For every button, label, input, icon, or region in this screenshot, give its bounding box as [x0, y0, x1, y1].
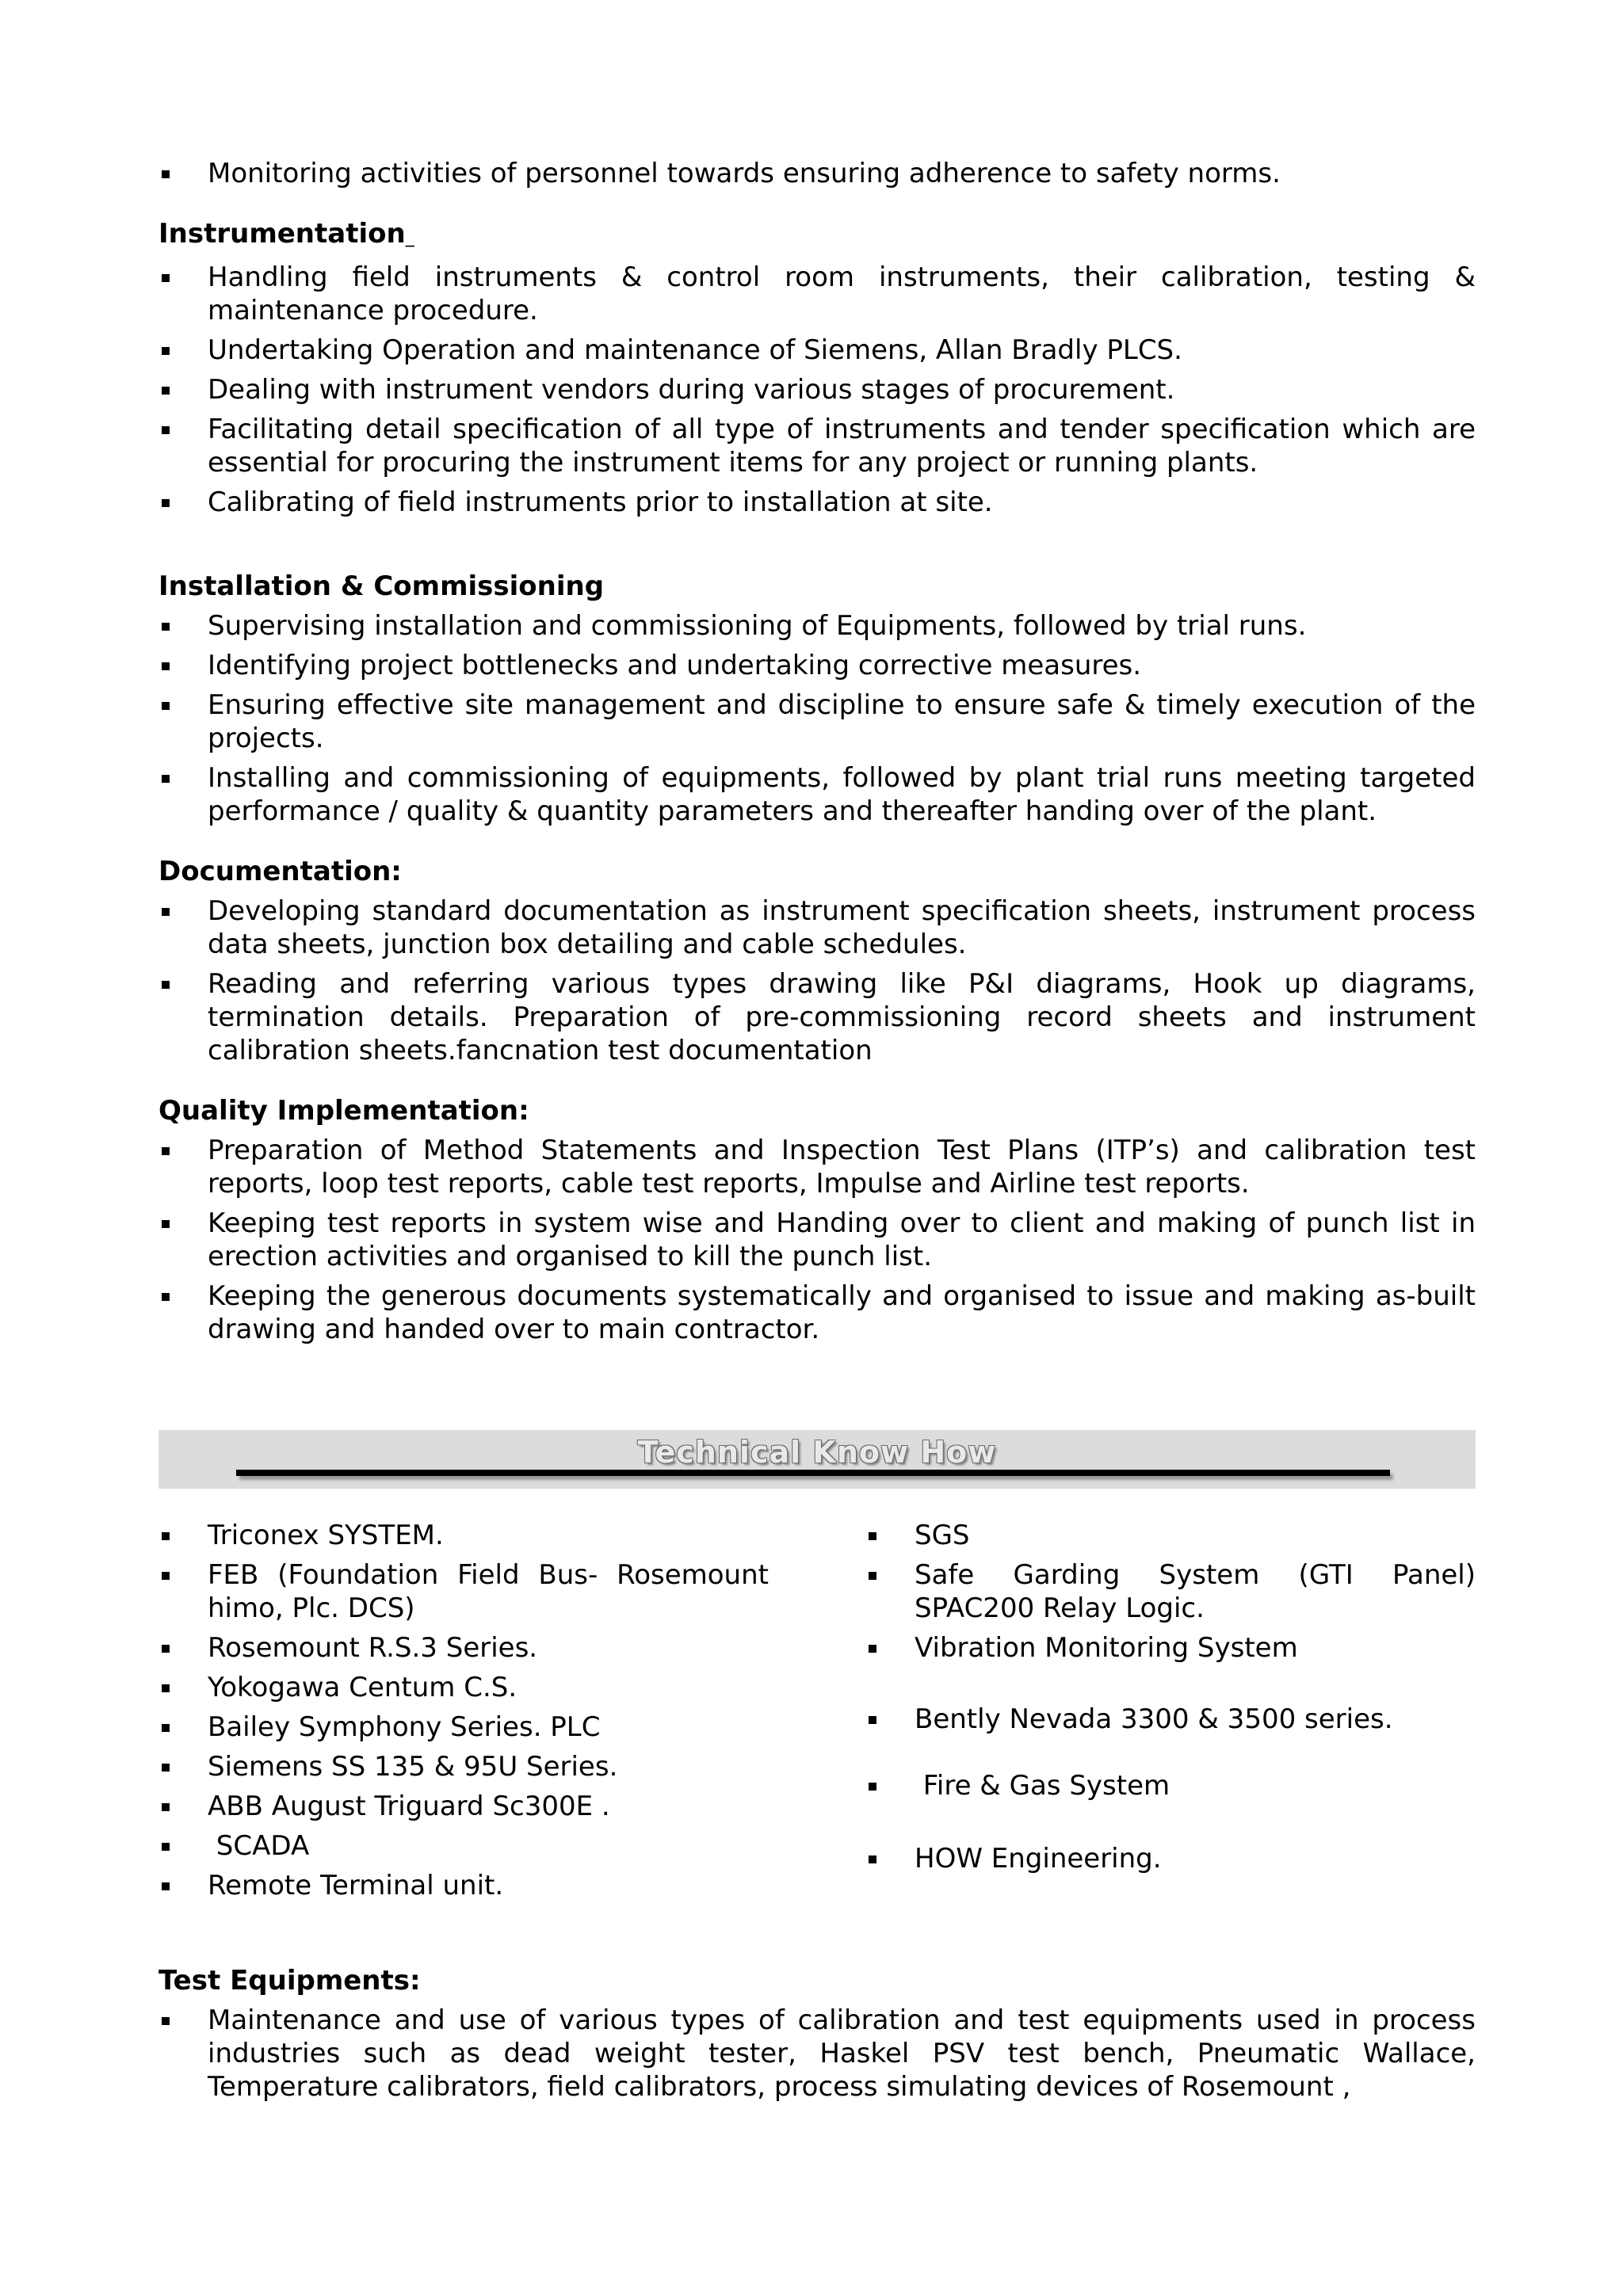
resume-page [158, 157, 1476, 2110]
intro-list [158, 157, 1476, 190]
list-item: Monitoring activities of personnel towards ensuring adherence to safety norms. [158, 157, 1476, 190]
list-item: Supervising installation and commissioning of Equipments, followed by trial runs. [158, 609, 1476, 643]
quality-section [158, 1094, 1476, 1346]
documentation-section [158, 855, 1476, 1067]
instrumentation-section [158, 217, 1476, 519]
list-item: Installing and commissioning of equipments, followed by plant trial runs meeting targeted performance / quality & quantity parameters and thereafter handing over of the plant. [158, 761, 1476, 828]
list-item: Bently Nevada 3300 & 3500 series. [865, 1703, 1476, 1736]
documentation-list [158, 894, 1476, 1067]
list-item: Calibrating of field instruments prior to installation at site. [158, 486, 1476, 519]
installation-heading: Installation & Commissioning [158, 570, 605, 602]
list-item: Safe Garding System (GTI Panel) SPAC200 Relay Logic. [865, 1558, 1476, 1625]
list-item: Yokogawa Centum C.S. [158, 1671, 769, 1704]
quality-heading: Quality Implementation: [158, 1095, 529, 1127]
list-item: Undertaking Operation and maintenance of Siemens, Allan Bradly PLCS. [158, 334, 1476, 367]
installation-section [158, 570, 1476, 828]
test-equipments-heading: Test Equipments: [158, 1965, 421, 1997]
list-item: Triconex SYSTEM. [158, 1519, 769, 1552]
list-item: HOW Engineering. [865, 1842, 1476, 1875]
list-item: Fire & Gas System [865, 1769, 1476, 1802]
list-item: Handling field instruments & control room instruments, their calibration, testing & maintenance procedure. [158, 261, 1476, 327]
technical-columns [158, 1519, 1476, 1931]
list-item: Keeping the generous documents systematically and organised to issue and making as-built drawing and handed over to main contractor. [158, 1280, 1476, 1346]
list-item: Dealing with instrument vendors during various stages of procurement. [158, 373, 1476, 406]
list-item: Maintenance and use of various types of calibration and test equipments used in process industries such as dead weight tester, Haskel PSV test bench, Pneumatic Wallace, Temperature calibrators, field calibrators, process simulating devices of Rosemount , [158, 2004, 1476, 2103]
instrumentation-heading [158, 217, 1476, 254]
list-item: Bailey Symphony Series. PLC [158, 1711, 769, 1744]
instrumentation-list [158, 261, 1476, 519]
list-item: Remote Terminal unit. [158, 1869, 769, 1902]
test-equipments-list [158, 2004, 1476, 2103]
list-item: Rosemount R.S.3 Series. [158, 1631, 769, 1665]
list-item: Developing standard documentation as instrument specification sheets, instrument process data sheets, junction box detailing and cable schedules. [158, 894, 1476, 961]
technical-left-column [158, 1519, 769, 1909]
installation-list [158, 609, 1476, 828]
technical-left-list [158, 1519, 769, 1902]
instrumentation-heading-text: Instrumentation [158, 218, 406, 250]
technical-know-how-banner [158, 1430, 1476, 1489]
technical-right-column [865, 1519, 1476, 1875]
list-item: FEB (Foundation Field Bus- Rosemount himo, Plc. DCS) [158, 1558, 769, 1625]
banner-rule [236, 1470, 1390, 1476]
list-item: Ensuring effective site management and discipline to ensure safe & timely execution of the projects. [158, 688, 1476, 755]
list-item: Reading and referring various types drawing like P&I diagrams, Hook up diagrams, termination details. Preparation of pre-commissioning record sheets and instrument calibration sheets.fancnation test documentation [158, 967, 1476, 1067]
documentation-heading: Documentation: [158, 856, 402, 887]
list-item: Vibration Monitoring System [865, 1631, 1476, 1665]
technical-right-list [865, 1519, 1476, 1875]
list-item: SCADA [158, 1829, 769, 1863]
list-item: Facilitating detail specification of all type of instruments and tender specification which are essential for procuring the instrument items for any project or running plants. [158, 413, 1476, 479]
heading-underscore: _ [405, 227, 414, 247]
list-item: Identifying project bottlenecks and undertaking corrective measures. [158, 649, 1476, 682]
list-item: Siemens SS 135 & 95U Series. [158, 1750, 769, 1783]
list-item: Preparation of Method Statements and Inspection Test Plans (ITP’s) and calibration test reports, loop test reports, cable test reports, Impulse and Airline test reports. [158, 1134, 1476, 1200]
quality-list [158, 1134, 1476, 1346]
test-equipments-section [158, 1964, 1476, 2103]
banner-title: Technical Know How [637, 1435, 997, 1470]
list-item: ABB August Triguard Sc300E . [158, 1790, 769, 1823]
list-item: Keeping test reports in system wise and Handing over to client and making of punch list in erection activities and organised to kill the punch list. [158, 1207, 1476, 1273]
list-item: SGS [865, 1519, 1476, 1552]
